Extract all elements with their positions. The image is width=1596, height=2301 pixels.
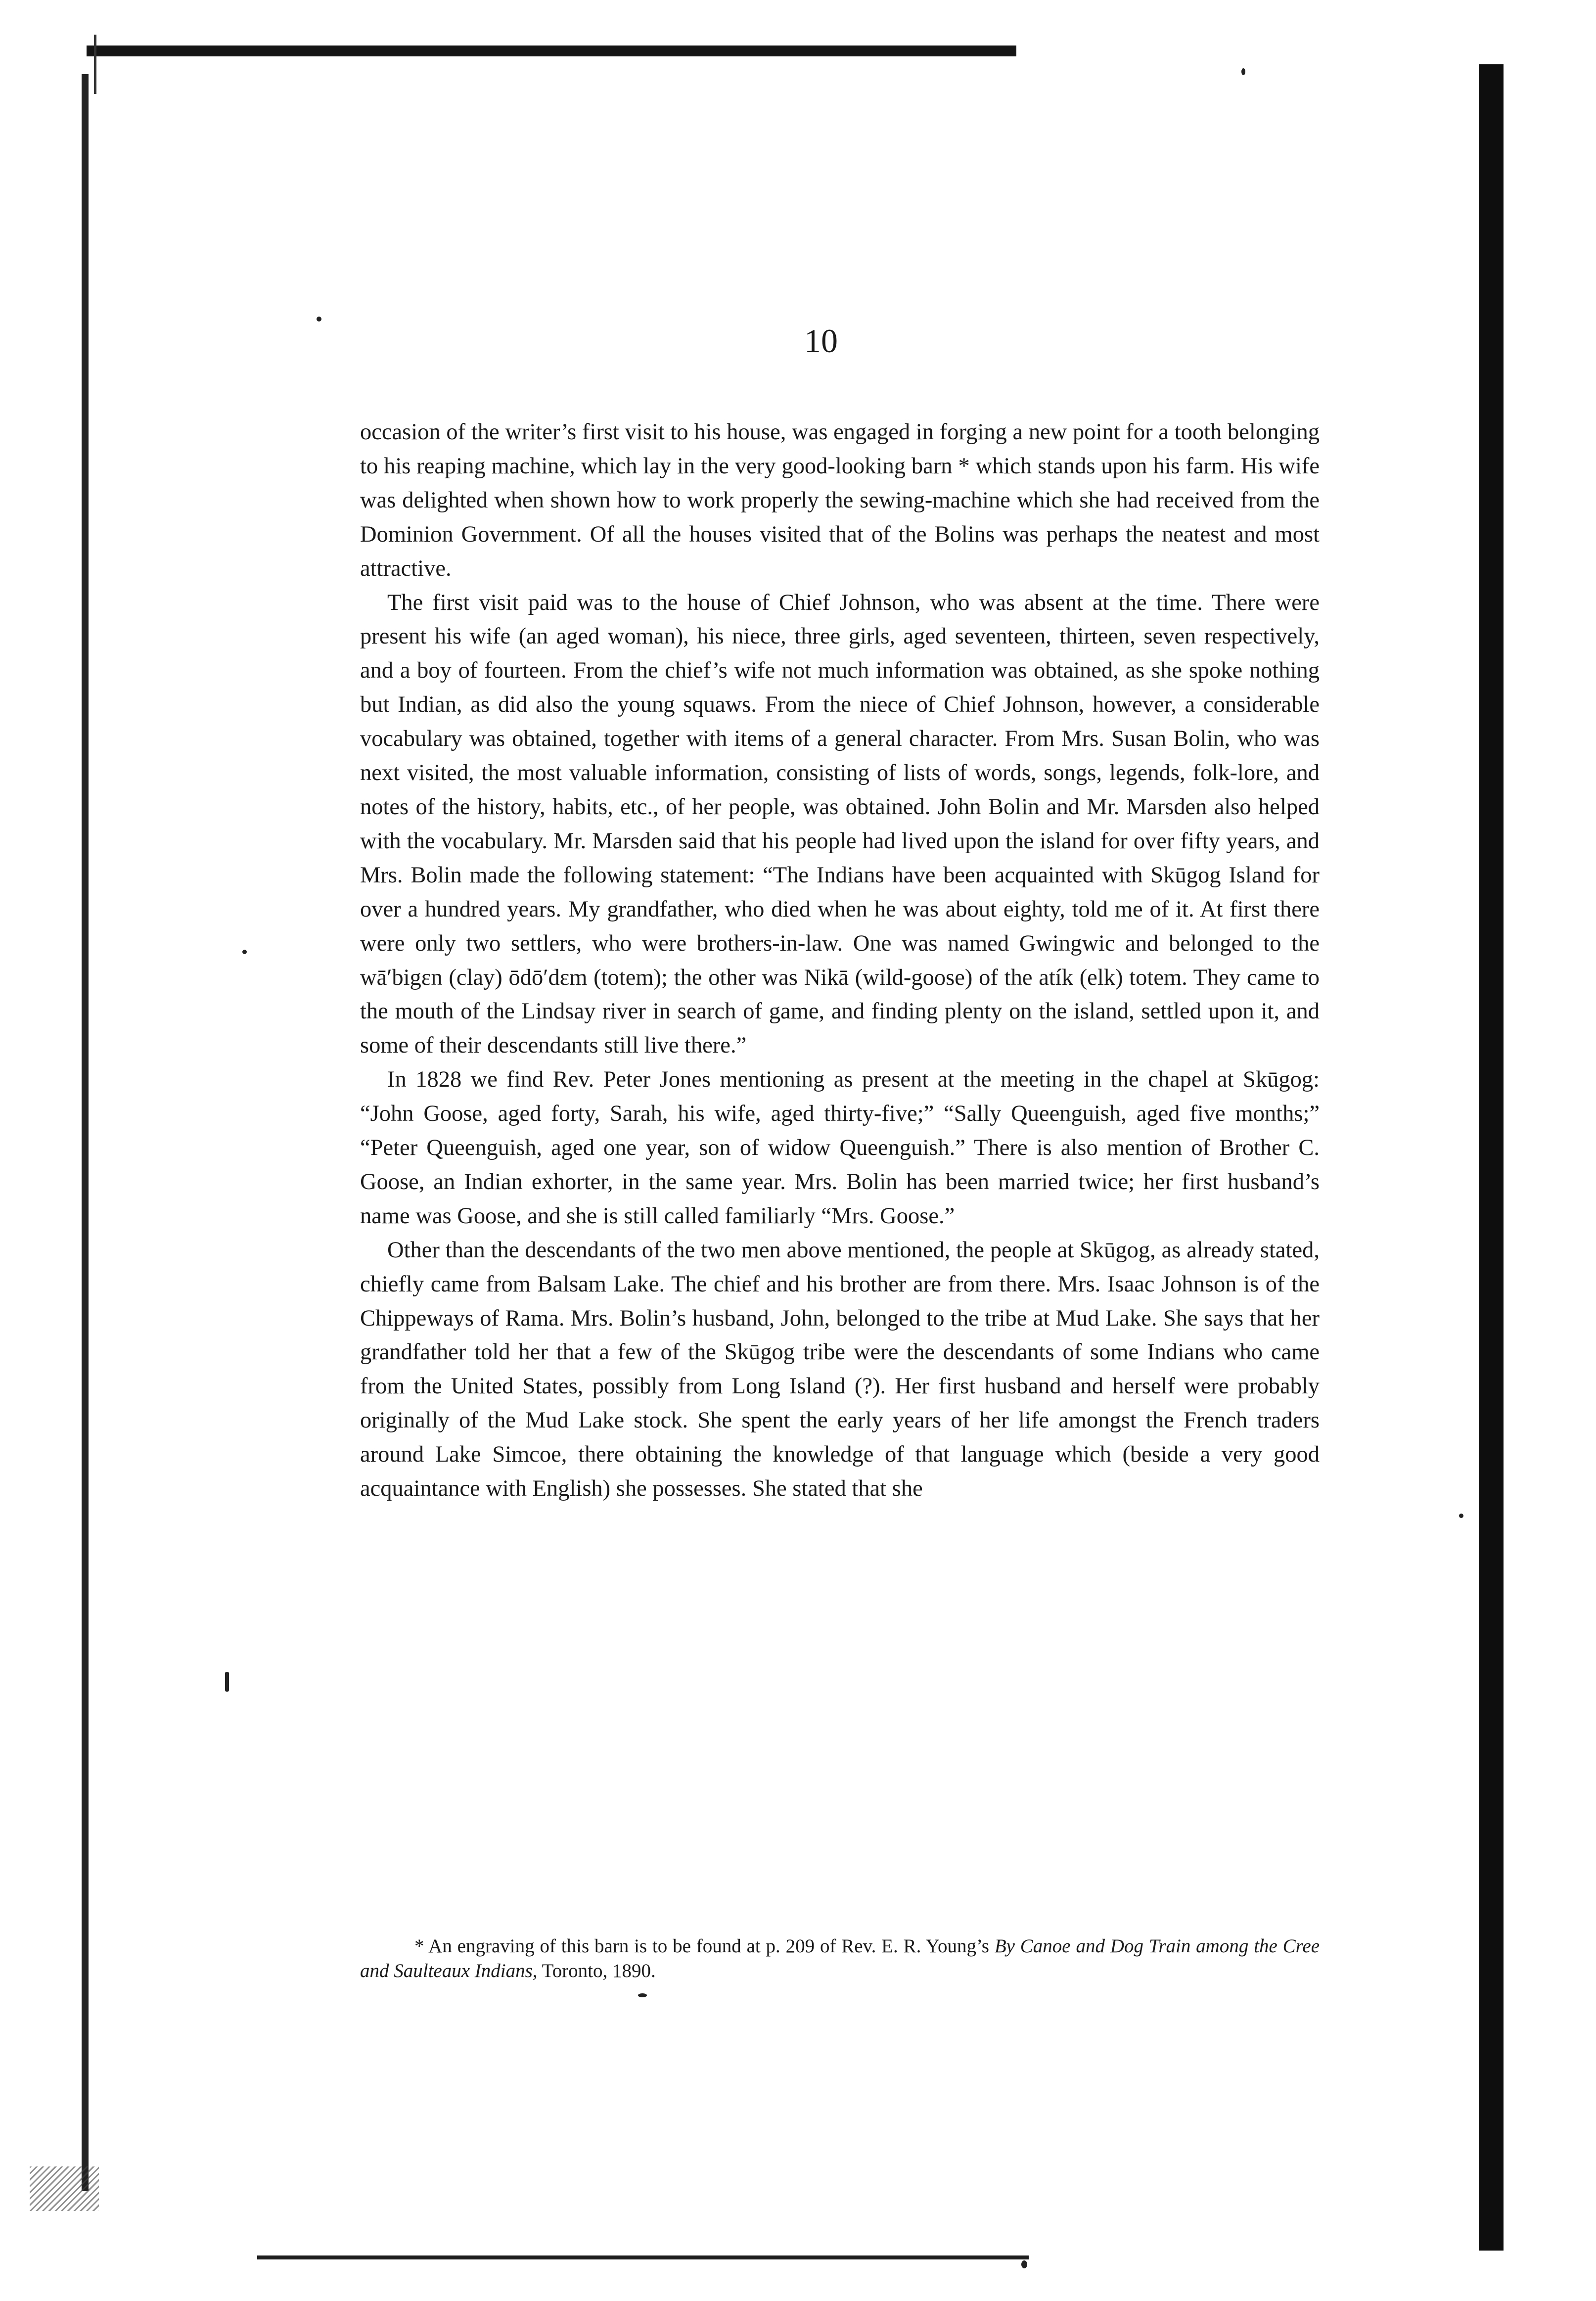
footnote xyxy=(360,1934,1320,1983)
paragraph: The first visit paid was to the house of Chief Johnson, who was absent at the time. There were present his wife (an aged woman), his niece, three girls, aged seventeen, thirteen, seven respectively, and a boy of fourteen. From the chief’s wife not much information was obtained, as she spoke nothing but Indian, as did also the young squaws. From the niece of Chief Johnson, however, a considerable vocabulary was obtained, together with items of a general character. From Mrs. Susan Bolin, who was next visited, the most valuable information, consisting of lists of words, songs, legends, folk-lore, and notes of the history, habits, etc., of her people, was obtained. John Bolin and Mr. Marsden also helped with the vocabulary. Mr. Marsden said that his people had lived upon the island for over fifty years, and Mrs. Bolin made the following statement: “The Indians have been acquainted with Skūgog Island for over a hundred years. My grandfather, who died when he was about eighty, told me of it. At first there were only two settlers, who were brothers-in-law. One was named Gwingwic and belonged to the wā′bigɛn (clay) ōdō′dɛm (totem); the other was Nikā (wild-goose) of the atík (elk) totem. They came to the mouth of the Lindsay river in search of game, and finding plenty on the island, settled upon it, and some of their descendants still live there.” xyxy=(360,590,1320,1058)
scan-edge-right xyxy=(1479,64,1504,2251)
scan-edge-left-thin xyxy=(94,35,96,94)
scan-speck xyxy=(225,1672,229,1692)
scan-rule-top xyxy=(87,46,1016,56)
footnote-book-title: By Canoe and Dog Train among the Cree and Saulteaux Indians, xyxy=(360,1935,1320,1981)
scan-rule-bottom xyxy=(257,2255,1029,2259)
scan-speck xyxy=(1241,68,1245,75)
body-text xyxy=(360,415,1320,1506)
paragraph: Other than the descendants of the two men above mentioned, the people at Skūgog, as already stated, chiefly came from Balsam Lake. The chief and his brother are from there. Mrs. Isaac Johnson is of the Chippeways of Rama. Mrs. Bolin’s husband, John, belonged to the tribe at Mud Lake. She says that her grandfather told her that a few of the Skūgog tribe were the descendants of some Indians who came from the United States, possibly from Long Island (?). Her first husband and herself were probably originally of the Mud Lake stock. She spent the early years of her life amongst the French traders around Lake Simcoe, there obtaining the knowledge of that language which (beside a very good acquaintance with English) she possesses. She stated that she xyxy=(360,1237,1320,1502)
paragraph: occasion of the writer’s first visit to his house, was engaged in forging a new point for a tooth belonging to his reaping machine, which lay in the very good-looking barn * which stands upon his farm. His wife was delighted when shown how to work properly the sewing-machine which she had received from the Dominion Government. Of all the houses visited that of the Bolins was perhaps the neatest and most attractive. xyxy=(360,419,1320,581)
scan-speck xyxy=(638,1993,647,1997)
scan-speck xyxy=(1459,1514,1463,1518)
paragraph: In 1828 we find Rev. Peter Jones mentioning as present at the meeting in the chapel at Skūgog: “John Goose, aged forty, Sarah, his wife, aged thirty-five;” “Sally Queenguish, aged five months;” “Peter Queenguish, aged one year, son of widow Queenguish.” There is also mention of Brother C. Goose, an Indian exhorter, in the same year. Mrs. Bolin has been married twice; her first husband’s name was Goose, and she is still called familiarly “Mrs. Goose.” xyxy=(360,1067,1320,1229)
scan-corner-smudge xyxy=(30,2166,99,2211)
scan-speck xyxy=(1021,2260,1027,2268)
footnote-tail: Toronto, 1890. xyxy=(542,1960,656,1981)
scan-speck xyxy=(242,950,247,954)
scan-speck xyxy=(317,317,321,322)
page-number: 10 xyxy=(804,322,838,360)
scan-edge-left xyxy=(82,74,89,2191)
footnote-text: * An engraving of this barn is to be found at p. 209 of Rev. E. R. Young’s xyxy=(414,1935,989,1957)
